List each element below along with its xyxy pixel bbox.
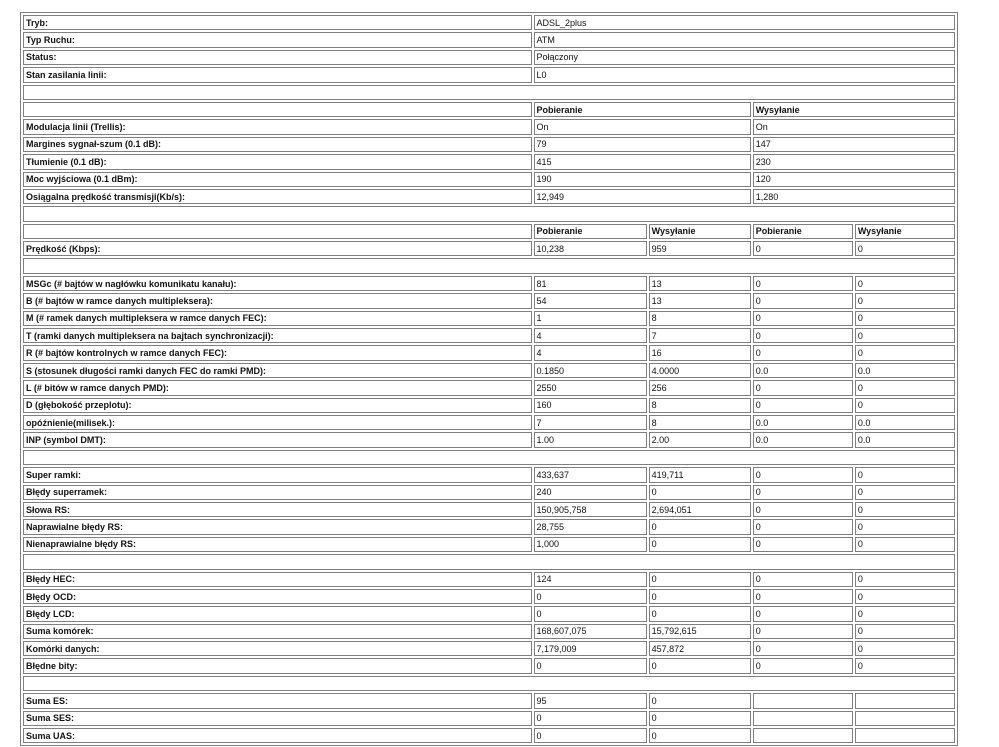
row-value: 0: [753, 380, 853, 395]
row-value: 2550: [534, 380, 647, 395]
row-value: 0: [855, 502, 955, 517]
mode-label: Typ Ruchu:: [23, 32, 532, 47]
row-value: [753, 728, 853, 743]
row-value: 0: [753, 658, 853, 673]
spacer-row: [23, 85, 955, 100]
cell-row: [23, 606, 955, 621]
row-value: 0.0: [753, 432, 853, 447]
row-value: 0: [855, 345, 955, 360]
row-value-download: 12,949: [534, 189, 751, 204]
row-label: Błędy OCD:: [23, 589, 532, 604]
row-value: 240: [534, 485, 647, 500]
row-value: 81: [534, 276, 647, 291]
mode-value: Połączony: [534, 50, 955, 65]
row-value: 54: [534, 293, 647, 308]
row-value: [855, 711, 955, 726]
row-value-download: On: [534, 119, 751, 134]
header-spacer: [23, 224, 532, 239]
rate-header: Pobieranie: [753, 224, 853, 239]
row-value: [855, 728, 955, 743]
row-value: 1.00: [534, 432, 647, 447]
framing-row: [23, 328, 955, 343]
row-value: 0.0: [753, 415, 853, 430]
framing-row: [23, 276, 955, 291]
line-row: [23, 154, 955, 169]
row-value: 0: [855, 641, 955, 656]
row-value: 959: [649, 241, 751, 256]
row-label: T (ramki danych multipleksera na bajtach synchronizacji):: [23, 328, 532, 343]
row-value: 0: [753, 519, 853, 534]
header-upload: Wysyłanie: [753, 102, 955, 117]
row-value: 0: [753, 641, 853, 656]
rate-header: Wysyłanie: [649, 224, 751, 239]
framing-row: [23, 432, 955, 447]
row-value: 28,755: [534, 519, 647, 534]
row-value: 0: [649, 572, 751, 587]
row-value: 8: [649, 311, 751, 326]
row-value: 4: [534, 328, 647, 343]
row-value: 419,711: [649, 467, 751, 482]
row-value: 7,179,009: [534, 641, 647, 656]
row-value: 0: [753, 572, 853, 587]
row-value: 124: [534, 572, 647, 587]
spacer-row: [23, 554, 955, 569]
row-label: Błędy superramek:: [23, 485, 532, 500]
row-value: 0: [855, 572, 955, 587]
row-value: 0: [855, 467, 955, 482]
row-label: D (głębokość przeplotu):: [23, 398, 532, 413]
row-value-upload: 120: [753, 172, 955, 187]
row-value: 8: [649, 415, 751, 430]
row-value: 0: [855, 380, 955, 395]
row-value: 457,872: [649, 641, 751, 656]
row-value: 0: [753, 589, 853, 604]
mode-value: ATM: [534, 32, 955, 47]
spacer-cell: [23, 258, 955, 273]
row-value: 0: [534, 606, 647, 621]
row-label: Suma komórek:: [23, 624, 532, 639]
row-value: 0: [649, 589, 751, 604]
row-value: 4.0000: [649, 363, 751, 378]
row-value: 95: [534, 693, 647, 708]
adsl-statistics-body: [23, 15, 955, 743]
framing-row: [23, 415, 955, 430]
row-value: 0: [649, 485, 751, 500]
row-value: 0.1850: [534, 363, 647, 378]
mode-value: L0: [534, 67, 955, 82]
row-value: 0: [753, 606, 853, 621]
spacer-row: [23, 450, 955, 465]
row-label: L (# bitów w ramce danych PMD):: [23, 380, 532, 395]
framing-row: [23, 311, 955, 326]
row-value: 15,792,615: [649, 624, 751, 639]
row-label: Super ramki:: [23, 467, 532, 482]
row-value: 0: [855, 241, 955, 256]
errors-row: [23, 693, 955, 708]
errors-row: [23, 711, 955, 726]
framing-row: [23, 380, 955, 395]
rate-row: [23, 241, 955, 256]
cell-row: [23, 641, 955, 656]
row-value: 0: [753, 311, 853, 326]
row-value: 0: [855, 485, 955, 500]
row-value-upload: 147: [753, 137, 955, 152]
row-label: Nienaprawialne błędy RS:: [23, 537, 532, 552]
mode-label: Tryb:: [23, 15, 532, 30]
row-value: 0: [855, 293, 955, 308]
framing-row: [23, 293, 955, 308]
row-value: [753, 693, 853, 708]
spacer-row: [23, 206, 955, 221]
row-value: 0: [855, 606, 955, 621]
row-label: opóźnienie(milisek.):: [23, 415, 532, 430]
row-value: 0: [855, 537, 955, 552]
row-label: MSGc (# bajtów w nagłówku komunikatu kanału):: [23, 276, 532, 291]
row-label: M (# ramek danych multipleksera w ramce danych FEC):: [23, 311, 532, 326]
row-value: 0: [753, 293, 853, 308]
row-value: 160: [534, 398, 647, 413]
rate-header: Wysyłanie: [855, 224, 955, 239]
row-value: 16: [649, 345, 751, 360]
row-label: Margines sygnał-szum (0.1 dB):: [23, 137, 532, 152]
row-value: 7: [649, 328, 751, 343]
row-value: 0.0: [753, 363, 853, 378]
row-value: 0: [649, 711, 751, 726]
row-value: 0.0: [855, 415, 955, 430]
row-value-upload: 1,280: [753, 189, 955, 204]
row-value-download: 415: [534, 154, 751, 169]
row-value: 0: [534, 711, 647, 726]
row-label: Prędkość (Kbps):: [23, 241, 532, 256]
row-label: Modulacja linii (Trellis):: [23, 119, 532, 134]
line-row: [23, 189, 955, 204]
row-value: 0: [855, 589, 955, 604]
row-value: 0: [855, 311, 955, 326]
cell-row: [23, 572, 955, 587]
cell-row: [23, 658, 955, 673]
row-value: 0: [534, 658, 647, 673]
row-value: 0: [855, 519, 955, 534]
mode-row: [23, 67, 955, 82]
line-row: [23, 119, 955, 134]
framing-row: [23, 345, 955, 360]
row-value: 0: [753, 276, 853, 291]
row-value: 0: [534, 589, 647, 604]
row-value: [855, 693, 955, 708]
rate-header: Pobieranie: [534, 224, 647, 239]
row-value: 0: [753, 485, 853, 500]
line-header-row: [23, 102, 955, 117]
adsl-statistics-table: [20, 12, 958, 746]
row-value: 0: [753, 502, 853, 517]
spacer-cell: [23, 206, 955, 221]
superframe-row: [23, 537, 955, 552]
mode-value: ADSL_2plus: [534, 15, 955, 30]
row-value: 2.00: [649, 432, 751, 447]
row-label: Suma ES:: [23, 693, 532, 708]
superframe-row: [23, 485, 955, 500]
row-label: R (# bajtów kontrolnych w ramce danych FEC):: [23, 345, 532, 360]
row-label: B (# bajtów w ramce danych multipleksera):: [23, 293, 532, 308]
row-value: 0: [649, 519, 751, 534]
row-value-upload: 230: [753, 154, 955, 169]
line-row: [23, 137, 955, 152]
row-label: Osiągalna prędkość transmisji(Kb/s):: [23, 189, 532, 204]
spacer-cell: [23, 85, 955, 100]
row-value: 0: [753, 328, 853, 343]
row-value: 0: [753, 398, 853, 413]
row-value: 0: [649, 728, 751, 743]
header-spacer: [23, 102, 532, 117]
mode-row: [23, 50, 955, 65]
row-value: 13: [649, 293, 751, 308]
row-label: Słowa RS:: [23, 502, 532, 517]
row-value: 10,238: [534, 241, 647, 256]
row-value: 0: [753, 467, 853, 482]
row-value: 0: [649, 693, 751, 708]
row-label: Błędy HEC:: [23, 572, 532, 587]
row-value: 1: [534, 311, 647, 326]
row-label: Komórki danych:: [23, 641, 532, 656]
row-value-upload: On: [753, 119, 955, 134]
row-value: 0: [753, 537, 853, 552]
row-label: S (stosunek długości ramki danych FEC do ramki PMD):: [23, 363, 532, 378]
row-value: 150,905,758: [534, 502, 647, 517]
row-value: 8: [649, 398, 751, 413]
mode-label: Status:: [23, 50, 532, 65]
row-label: INP (symbol DMT):: [23, 432, 532, 447]
errors-row: [23, 728, 955, 743]
row-value-download: 79: [534, 137, 751, 152]
row-value: 7: [534, 415, 647, 430]
superframe-row: [23, 519, 955, 534]
row-value: [753, 711, 853, 726]
row-value: 0.0: [855, 432, 955, 447]
row-value: 0: [534, 728, 647, 743]
spacer-row: [23, 676, 955, 691]
row-value: 2,694,051: [649, 502, 751, 517]
cell-row: [23, 624, 955, 639]
row-value: 0: [855, 276, 955, 291]
spacer-row: [23, 258, 955, 273]
row-value: 0: [855, 328, 955, 343]
superframe-row: [23, 467, 955, 482]
row-value: 0: [753, 345, 853, 360]
row-value: 256: [649, 380, 751, 395]
row-label: Błędne bity:: [23, 658, 532, 673]
row-label: Suma UAS:: [23, 728, 532, 743]
row-value: 0: [649, 606, 751, 621]
header-download: Pobieranie: [534, 102, 751, 117]
mode-label: Stan zasilania linii:: [23, 67, 532, 82]
row-value: 0: [855, 398, 955, 413]
row-value: 0: [649, 658, 751, 673]
row-value-download: 190: [534, 172, 751, 187]
spacer-cell: [23, 554, 955, 569]
row-value: 433,637: [534, 467, 647, 482]
row-value: 168,607,075: [534, 624, 647, 639]
row-value: 13: [649, 276, 751, 291]
mode-row: [23, 15, 955, 30]
row-value: 0: [753, 624, 853, 639]
rate-header-row: [23, 224, 955, 239]
framing-row: [23, 398, 955, 413]
row-value: 1,000: [534, 537, 647, 552]
spacer-cell: [23, 450, 955, 465]
superframe-row: [23, 502, 955, 517]
row-value: 0: [855, 658, 955, 673]
row-label: Błędy LCD:: [23, 606, 532, 621]
row-value: 0: [753, 241, 853, 256]
mode-row: [23, 32, 955, 47]
row-value: 0: [649, 537, 751, 552]
line-row: [23, 172, 955, 187]
row-label: Tłumienie (0.1 dB):: [23, 154, 532, 169]
row-label: Naprawialne błędy RS:: [23, 519, 532, 534]
row-label: Suma SES:: [23, 711, 532, 726]
row-value: 4: [534, 345, 647, 360]
row-label: Moc wyjściowa (0.1 dBm):: [23, 172, 532, 187]
row-value: 0: [855, 624, 955, 639]
framing-row: [23, 363, 955, 378]
cell-row: [23, 589, 955, 604]
spacer-cell: [23, 676, 955, 691]
row-value: 0.0: [855, 363, 955, 378]
